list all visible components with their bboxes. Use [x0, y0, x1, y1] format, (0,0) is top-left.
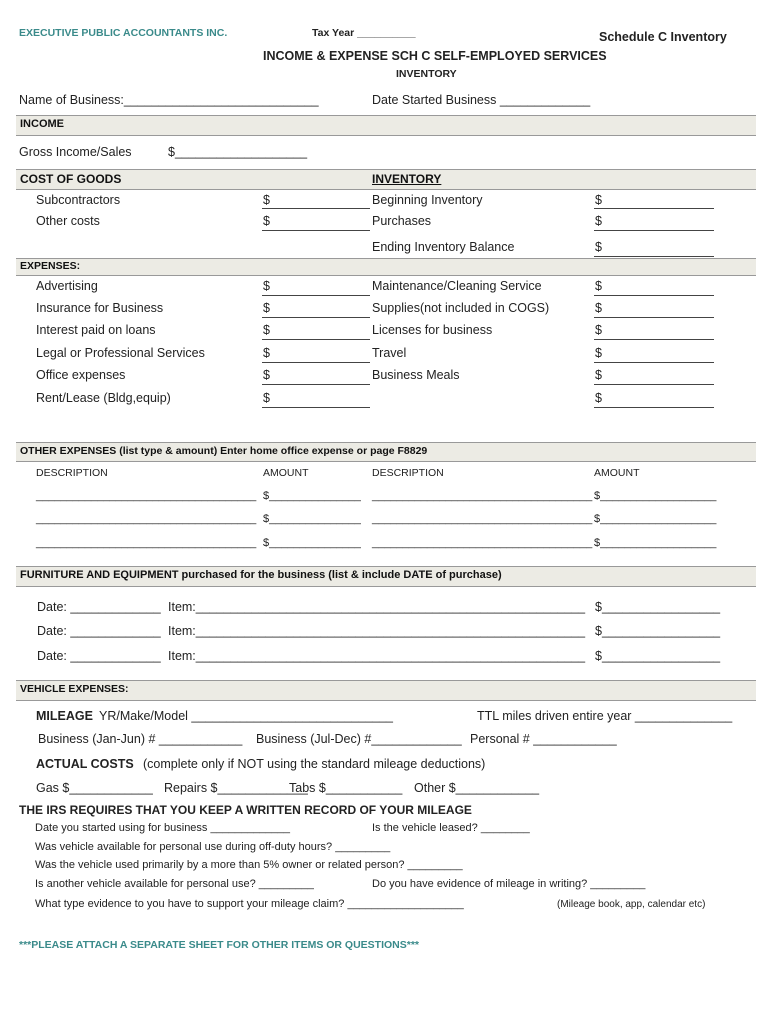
expense-rent: Rent/Lease (Bldg,equip): [36, 391, 171, 405]
furniture-section-header: [16, 566, 756, 587]
exp-right-field-1[interactable]: [594, 295, 714, 296]
company-name: EXECUTIVE PUBLIC ACCOUNTANTS INC.: [19, 27, 228, 39]
expense-licenses: Licenses for business: [372, 323, 493, 337]
exp-right-field-5[interactable]: [594, 384, 714, 385]
mileage-label: MILEAGE: [36, 709, 93, 723]
cogs-field-2[interactable]: [262, 230, 370, 231]
inv-field-2[interactable]: [594, 230, 714, 231]
repairs-field[interactable]: Repairs $_____________: [164, 781, 308, 795]
expense-travel: Travel: [372, 346, 407, 360]
cogs-item-other: Other costs: [36, 214, 100, 228]
inventory-item-ending: Ending Inventory Balance: [372, 240, 515, 254]
cogs-item-subcontractors: Subcontractors: [36, 193, 121, 207]
col-description-right: DESCRIPTION: [372, 467, 444, 479]
exp-left-dollar-1: $: [263, 279, 270, 293]
expense-supplies: Supplies(not included in COGS): [372, 301, 550, 315]
business-jan-jun-field[interactable]: Business (Jan-Jun) # ____________: [38, 732, 243, 746]
furniture-amount-3[interactable]: $_________________: [595, 649, 721, 663]
irs-q-available-offduty[interactable]: Was vehicle available for personal use during off-duty hours? _________: [35, 841, 391, 853]
irs-q-evidence-writing[interactable]: Do you have evidence of mileage in writing? _________: [372, 878, 646, 890]
other-desc-right-3[interactable]: ____________________________________: [372, 537, 593, 549]
gross-income-field[interactable]: $___________________: [168, 145, 308, 159]
exp-right-dollar-2: $: [595, 301, 602, 315]
yr-make-model-field[interactable]: YR/Make/Model _____________________________: [99, 709, 394, 723]
gross-income-label: Gross Income/Sales: [19, 145, 132, 159]
exp-left-dollar-6: $: [263, 391, 270, 405]
irs-q-another-vehicle[interactable]: Is another vehicle available for personal use? _________: [35, 878, 314, 890]
exp-left-dollar-5: $: [263, 368, 270, 382]
page-subtitle: INVENTORY: [396, 68, 457, 80]
exp-left-field-3[interactable]: [262, 339, 370, 340]
expense-advertising: Advertising: [36, 279, 98, 293]
other-expenses-heading: OTHER EXPENSES (list type & amount) Enter home office expense or page F8829: [20, 445, 428, 457]
gas-field[interactable]: Gas $____________: [36, 781, 153, 795]
expense-interest: Interest paid on loans: [36, 323, 156, 337]
other-desc-left-3[interactable]: ____________________________________: [36, 537, 257, 549]
col-amount-right: AMOUNT: [594, 467, 640, 479]
col-description-left: DESCRIPTION: [36, 467, 108, 479]
vehicle-section-header: [16, 680, 756, 701]
income-section-header: [16, 115, 756, 136]
page-title: INCOME & EXPENSE SCH C SELF-EMPLOYED SERVICES: [263, 49, 607, 63]
ttl-miles-field[interactable]: TTL miles driven entire year ______________: [477, 709, 733, 723]
expenses-section-header: [16, 258, 756, 276]
expenses-heading: EXPENSES:: [20, 260, 81, 272]
expense-office: Office expenses: [36, 368, 126, 382]
inv-dollar-2: $: [595, 214, 602, 228]
footer-note: ***PLEASE ATTACH A SEPARATE SHEET FOR OTHER ITEMS OR QUESTIONS***: [19, 939, 420, 951]
exp-left-field-4[interactable]: [262, 362, 370, 363]
irs-q-date-started[interactable]: Date you started using for business _____________: [35, 822, 291, 834]
inventory-item-beginning: Beginning Inventory: [372, 193, 483, 207]
irs-q-evidence-type[interactable]: What type evidence to you have to support your mileage claim? ___________________: [35, 898, 464, 910]
furniture-amount-1[interactable]: $_________________: [595, 600, 721, 614]
furniture-item-1[interactable]: Item:________________________________________________________: [168, 600, 586, 614]
exp-right-field-2[interactable]: [594, 317, 714, 318]
expense-legal: Legal or Professional Services: [36, 346, 205, 360]
exp-left-field-1[interactable]: [262, 295, 370, 296]
furniture-date-1[interactable]: Date: _____________: [37, 600, 161, 614]
expense-maintenance: Maintenance/Cleaning Service: [372, 279, 542, 293]
furniture-item-2[interactable]: Item:________________________________________________________: [168, 624, 586, 638]
exp-left-dollar-3: $: [263, 323, 270, 337]
cogs-dollar-2: $: [263, 214, 270, 228]
exp-left-dollar-4: $: [263, 346, 270, 360]
exp-left-field-6[interactable]: [262, 407, 370, 408]
furniture-heading: FURNITURE AND EQUIPMENT purchased for the business (list & include DATE of purchase): [20, 569, 502, 581]
income-heading: INCOME: [20, 118, 64, 130]
furniture-date-3[interactable]: Date: _____________: [37, 649, 161, 663]
other-amount-left-1[interactable]: $_______________: [263, 490, 361, 502]
furniture-item-3[interactable]: Item:________________________________________________________: [168, 649, 586, 663]
cogs-dollar-1: $: [263, 193, 270, 207]
irs-evidence-note: (Mileage book, app, calendar etc): [557, 899, 706, 910]
exp-right-dollar-4: $: [595, 346, 602, 360]
exp-right-dollar-5: $: [595, 368, 602, 382]
other-field[interactable]: Other $____________: [414, 781, 540, 795]
inventory-heading: INVENTORY: [372, 172, 442, 186]
inv-field-3[interactable]: [594, 256, 714, 257]
other-desc-left-2[interactable]: ____________________________________: [36, 513, 257, 525]
exp-right-field-6[interactable]: [594, 407, 714, 408]
inv-field-1[interactable]: [594, 208, 714, 209]
expense-meals: Business Meals: [372, 368, 460, 382]
inventory-item-purchases: Purchases: [372, 214, 432, 228]
other-desc-right-1[interactable]: ____________________________________: [372, 490, 593, 502]
cogs-field-1[interactable]: [262, 208, 370, 209]
furniture-amount-2[interactable]: $_________________: [595, 624, 721, 638]
tax-year-field[interactable]: Tax Year __________: [312, 27, 416, 39]
furniture-date-2[interactable]: Date: _____________: [37, 624, 161, 638]
exp-right-field-4[interactable]: [594, 362, 714, 363]
exp-left-dollar-2: $: [263, 301, 270, 315]
irs-heading: THE IRS REQUIRES THAT YOU KEEP A WRITTEN RECORD OF YOUR MILEAGE: [19, 803, 472, 817]
business-name-field[interactable]: Name of Business:____________________________: [19, 93, 319, 107]
other-amount-right-2[interactable]: $___________________: [594, 513, 717, 525]
col-amount-left: AMOUNT: [263, 467, 309, 479]
exp-right-dollar-1: $: [595, 279, 602, 293]
other-desc-left-1[interactable]: ____________________________________: [36, 490, 257, 502]
exp-left-field-5[interactable]: [262, 384, 370, 385]
actual-costs-label: ACTUAL COSTS: [36, 757, 134, 771]
exp-right-dollar-6: $: [595, 391, 602, 405]
inv-dollar-3: $: [595, 240, 602, 254]
irs-q-leased[interactable]: Is the vehicle leased? ________: [372, 822, 530, 834]
other-amount-left-2[interactable]: $_______________: [263, 513, 361, 525]
vehicle-heading: VEHICLE EXPENSES:: [20, 683, 129, 695]
form-name: Schedule C Inventory: [599, 30, 727, 44]
tabs-field[interactable]: Tabs $___________: [289, 781, 403, 795]
exp-left-field-2[interactable]: [262, 317, 370, 318]
cogs-section-header: [16, 169, 756, 190]
date-started-field[interactable]: Date Started Business _____________: [372, 93, 591, 107]
expense-insurance: Insurance for Business: [36, 301, 164, 315]
business-jul-dec-field[interactable]: Business (Jul-Dec) #_____________: [256, 732, 462, 746]
inv-dollar-1: $: [595, 193, 602, 207]
other-amount-right-1[interactable]: $___________________: [594, 490, 717, 502]
other-expenses-section-header: [16, 442, 756, 462]
other-desc-right-2[interactable]: ____________________________________: [372, 513, 593, 525]
actual-costs-note: (complete only if NOT using the standard mileage deductions): [143, 757, 486, 771]
other-amount-left-3[interactable]: $_______________: [263, 537, 361, 549]
exp-right-dollar-3: $: [595, 323, 602, 337]
other-amount-right-3[interactable]: $___________________: [594, 537, 717, 549]
cogs-heading: COST OF GOODS: [20, 172, 122, 186]
irs-q-owner[interactable]: Was the vehicle used primarily by a more than 5% owner or related person? _________: [35, 859, 463, 871]
personal-miles-field[interactable]: Personal # ____________: [470, 732, 617, 746]
exp-right-field-3[interactable]: [594, 339, 714, 340]
